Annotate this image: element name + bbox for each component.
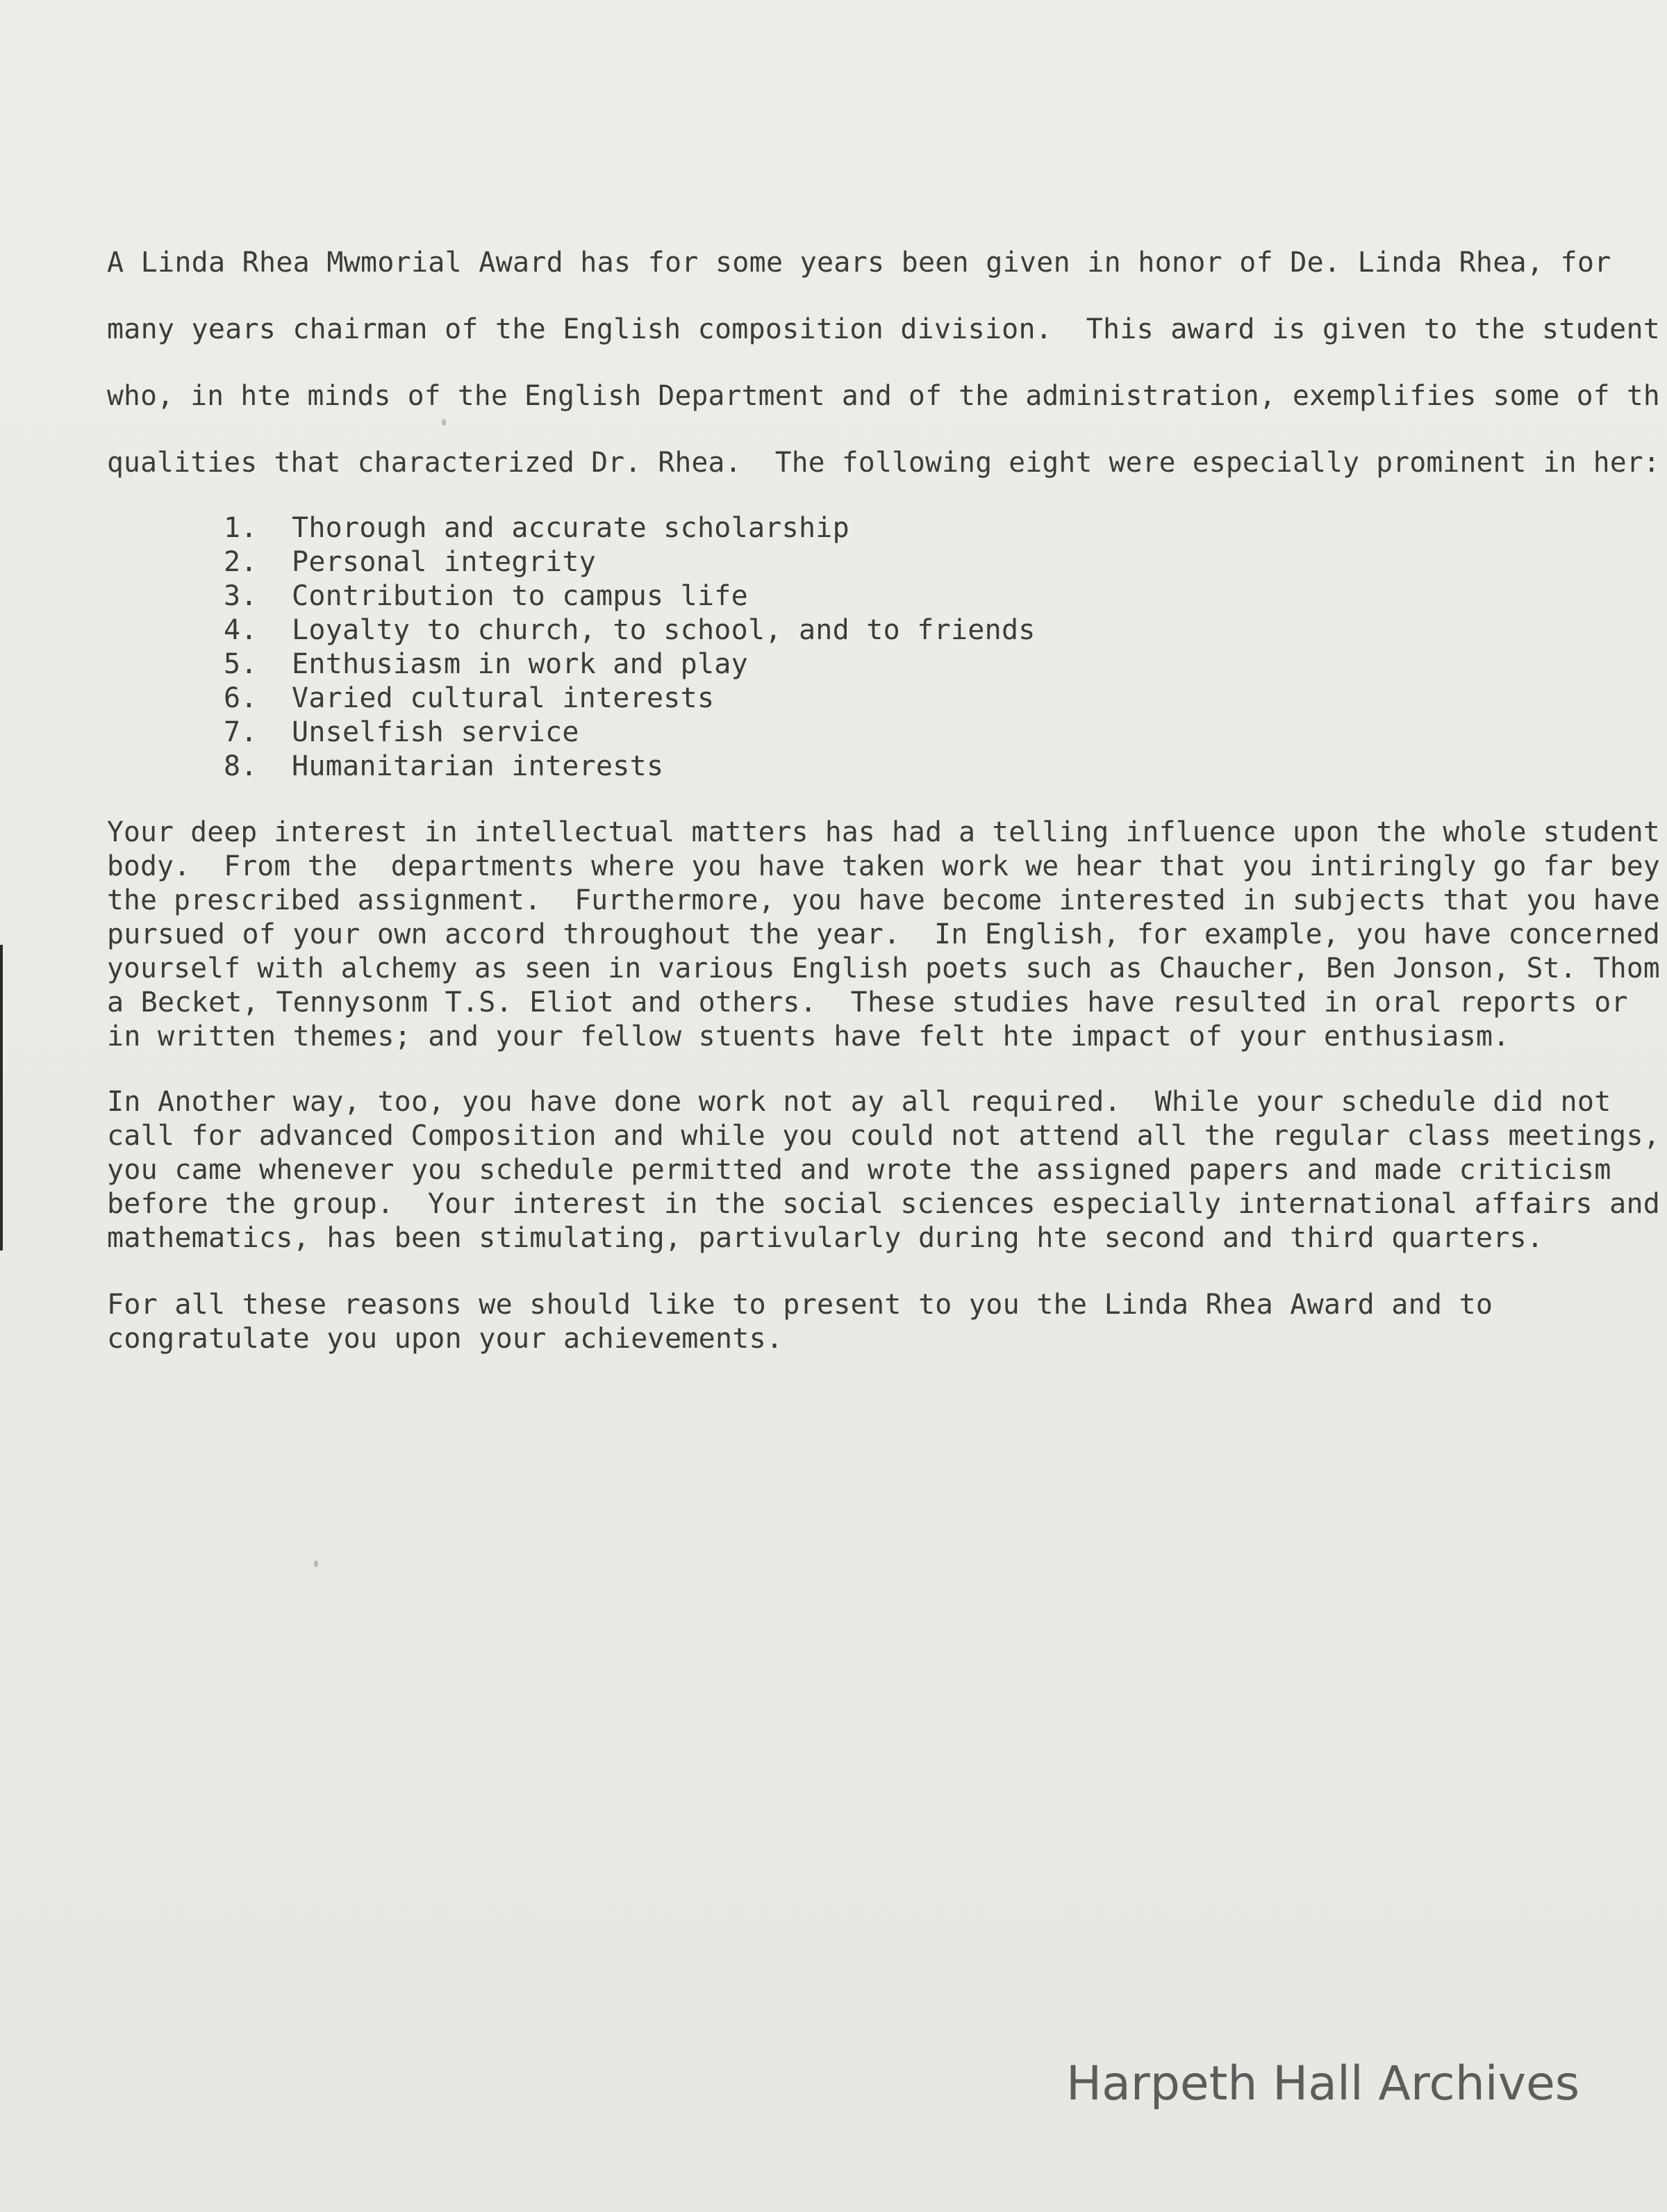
paragraph-line: a Becket, Tennysonm T.S. Eliot and others. These studies have resulted in oral reports or bbox=[107, 987, 1628, 1018]
paragraph-line: the prescribed assignment. Furthermore, you have become interested in subjects that you have bbox=[107, 884, 1660, 916]
list-item bbox=[224, 716, 579, 750]
list-number: 6. bbox=[224, 682, 258, 714]
paragraph-conclusion bbox=[107, 1288, 1493, 1416]
paragraph-line: pursued of your own accord throughout the year. In English, for example, you have concerned bbox=[107, 918, 1661, 950]
page-edge-mark bbox=[0, 945, 3, 1251]
list-number: 1. bbox=[224, 512, 258, 544]
list-text: Thorough and accurate scholarship bbox=[292, 512, 849, 544]
paragraph-line: mathematics, has been stimulating, partivularly during hte second and third quarters. bbox=[107, 1222, 1544, 1254]
paragraph-line: In Another way, too, you have done work not ay all required. While your schedule did not bbox=[107, 1086, 1611, 1118]
intro-paragraph bbox=[107, 243, 1661, 479]
list-text: Contribution to campus life bbox=[292, 580, 748, 612]
intro-line: many years chairman of the English composition division. This award is given to the student bbox=[107, 313, 1661, 345]
paragraph-line: you came whenever you schedule permitted and wrote the assigned papers and made criticism bbox=[107, 1154, 1611, 1186]
list-text: Unselfish service bbox=[292, 716, 579, 748]
list-number: 7. bbox=[224, 716, 258, 748]
list-number: 3. bbox=[224, 580, 258, 612]
list-number: 8. bbox=[224, 750, 258, 782]
list-item bbox=[224, 750, 663, 784]
paragraph-line: body. From the departments where you have taken work we hear that you intiringly go far bey bbox=[107, 850, 1660, 882]
list-number: 4. bbox=[224, 614, 258, 646]
list-number: 5. bbox=[224, 648, 258, 680]
list-number: 2. bbox=[224, 546, 258, 578]
intro-line: qualities that characterized Dr. Rhea. The following eight were especially prominent in her: bbox=[107, 447, 1660, 479]
paragraph-line: call for advanced Composition and while you could not attend all the regular class meetings, bbox=[107, 1120, 1661, 1152]
paragraph-line: yourself with alchemy as seen in various English poets such as Chaucher, Ben Jonson, St. Thom bbox=[107, 952, 1660, 984]
qualities-list bbox=[224, 511, 1036, 831]
list-text: Humanitarian interests bbox=[292, 750, 664, 782]
list-item bbox=[224, 682, 714, 716]
intro-line: A Linda Rhea Mwmorial Award has for some years been given in honor of De. Linda Rhea, for bbox=[107, 247, 1611, 279]
paragraph-line: congratulate you upon your achievements. bbox=[107, 1323, 783, 1355]
list-item bbox=[224, 579, 748, 613]
paragraph-line: For all these reasons we should like to present to you the Linda Rhea Award and to bbox=[107, 1289, 1493, 1321]
paragraph-line: Your deep interest in intellectual matters has had a telling influence upon the whole student bbox=[107, 816, 1660, 848]
paragraph-line: in written themes; and your fellow stuents have felt hte impact of your enthusiasm. bbox=[107, 1021, 1510, 1053]
list-item bbox=[224, 613, 1036, 647]
list-text: Enthusiasm in work and play bbox=[292, 648, 748, 680]
list-text: Personal integrity bbox=[292, 546, 596, 578]
intro-line: who, in hte minds of the English Department and of the administration, exemplifies some of th bbox=[107, 380, 1660, 412]
list-text: Loyalty to church, to school, and to friends bbox=[292, 614, 1036, 646]
ink-speck bbox=[314, 1560, 318, 1567]
list-item bbox=[224, 545, 596, 579]
list-item bbox=[224, 647, 748, 682]
archive-watermark: Harpeth Hall Archives bbox=[1066, 2056, 1580, 2111]
paragraph-line: before the group. Your interest in the social sciences especially international affairs and bbox=[107, 1188, 1661, 1220]
list-text: Varied cultural interests bbox=[292, 682, 715, 714]
list-item bbox=[224, 511, 849, 545]
